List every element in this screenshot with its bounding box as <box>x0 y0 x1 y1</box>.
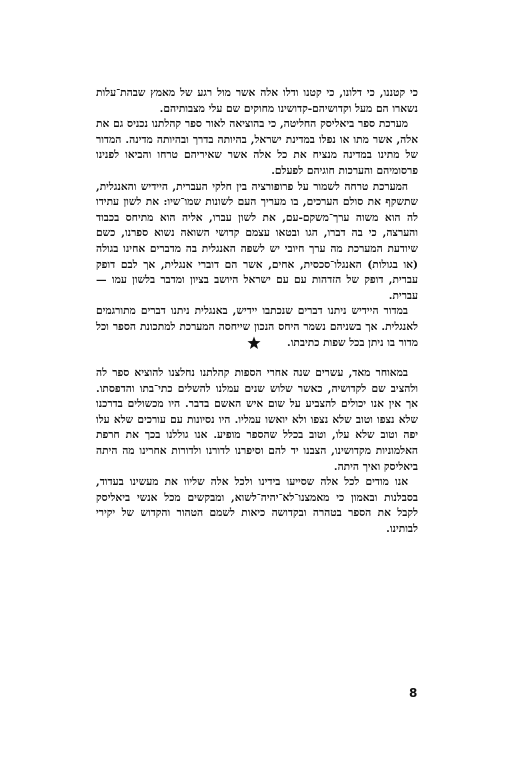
paragraph: מערכת ספר ביאליסק החליטה, כי בהוציאה לאור ספר קהלתנו נכניס גם את אלה, אשר מתו או נפלו במדינת ישראל, בהיותה בדרך ובהיותה מדינה. המדור של מתינו במדינה מנציח את כל אלה אשר שאיריהם טרחו והביאו לפנינו פרסומיהם והערכות חוגיהם לפעלם. <box>96 118 418 177</box>
paragraph: המערכת טרחה לשמור על פרופורציה בין חלקי העברית, היידיש והאנגלית, שתשקף את סולם הערכים, בו מעריך העם לשונות שמו־שיו: את לשון עתידו לה הוא משוה ערך־משקם-עם, את לשון עברו, אליה הוא מתיחס בכבוד והערצה, כי בה דברו, הגו ובטאו עצמם קדושי השואה נשוא ספרנו, כשם שיודעת המערכת מה ערך חיובי יש לשפה האנגלית בה מדברים אחינו בגולה (או בגולות) האנגלו־סכסית, אחים, אשר הם דוברי אנגלית, אך לבם דופק עברית, דופק של הזדהות עם עם ישראל היושב בציון ומדבר בלשון עמו — עברית. <box>96 180 418 302</box>
paragraph: במאוחר מאד, עשרים שנה אחרי הספות קהלתנו נחלצנו להוציא ספר לה ולהציב שם לקדושיה, כאשר שלוש שנים עמלנו להשלים כתי־בתו והדפסתו. אך אין אנו יכולים להצביע על שום איש האשם בדבר. היו מכשולים בדרכנו שלא נצפו וטוב שלא נצפו ולא יואשו עמליו. היו נסיונות עם עורכים שלא עלו יפה וטוב שלא עלו, וטוב בכלל שהספר מופיע. אנו גוללנו בכך את חרפת האלמוניות מקדושינו, הצבנו יד להם וסיפרנו לדורנו ולדורות אחרינו מה היתה ביאליסק ואיך היתה. <box>96 367 418 473</box>
star-divider-icon <box>247 336 261 350</box>
paragraph: במדור היידיש ניתנו דברים שנכתבו יידיש, באנגלית ניתנו דברים מתורגמים לאנגלית. אך בשניהם נשמר היחס הנכון שייחסה המערכת למתכונת הספר וכל מדור בו ניתן בכל שפות כתיבתו. <box>96 305 418 349</box>
text-block-top <box>96 86 418 351</box>
page-number: 8 <box>409 686 418 700</box>
text-block-bottom <box>96 366 418 538</box>
paragraph: אנו מודים לכל אלה שסייעו בידינו ולכל אלה שליוו את מעשינו בעדוד, בסבלנות ובאמון כי מאמצנו־לא־יהיה־לשוא, ומבקשים מכל אנשי ביאליסק לקבל את הספר בטהרה ובקדושה כיאות לשמם הטהור והקדוש של יקירי לבותינו. <box>96 476 418 535</box>
paragraph: כי קטננו, כי דלונו, כי קטנו ודלו אלה אשר מול רגע של מאמץ שבהת־עלות נשארו הם מעל וקדושיהם-קדושינו מחוקים שם עלי מצבותיהם. <box>96 87 418 115</box>
